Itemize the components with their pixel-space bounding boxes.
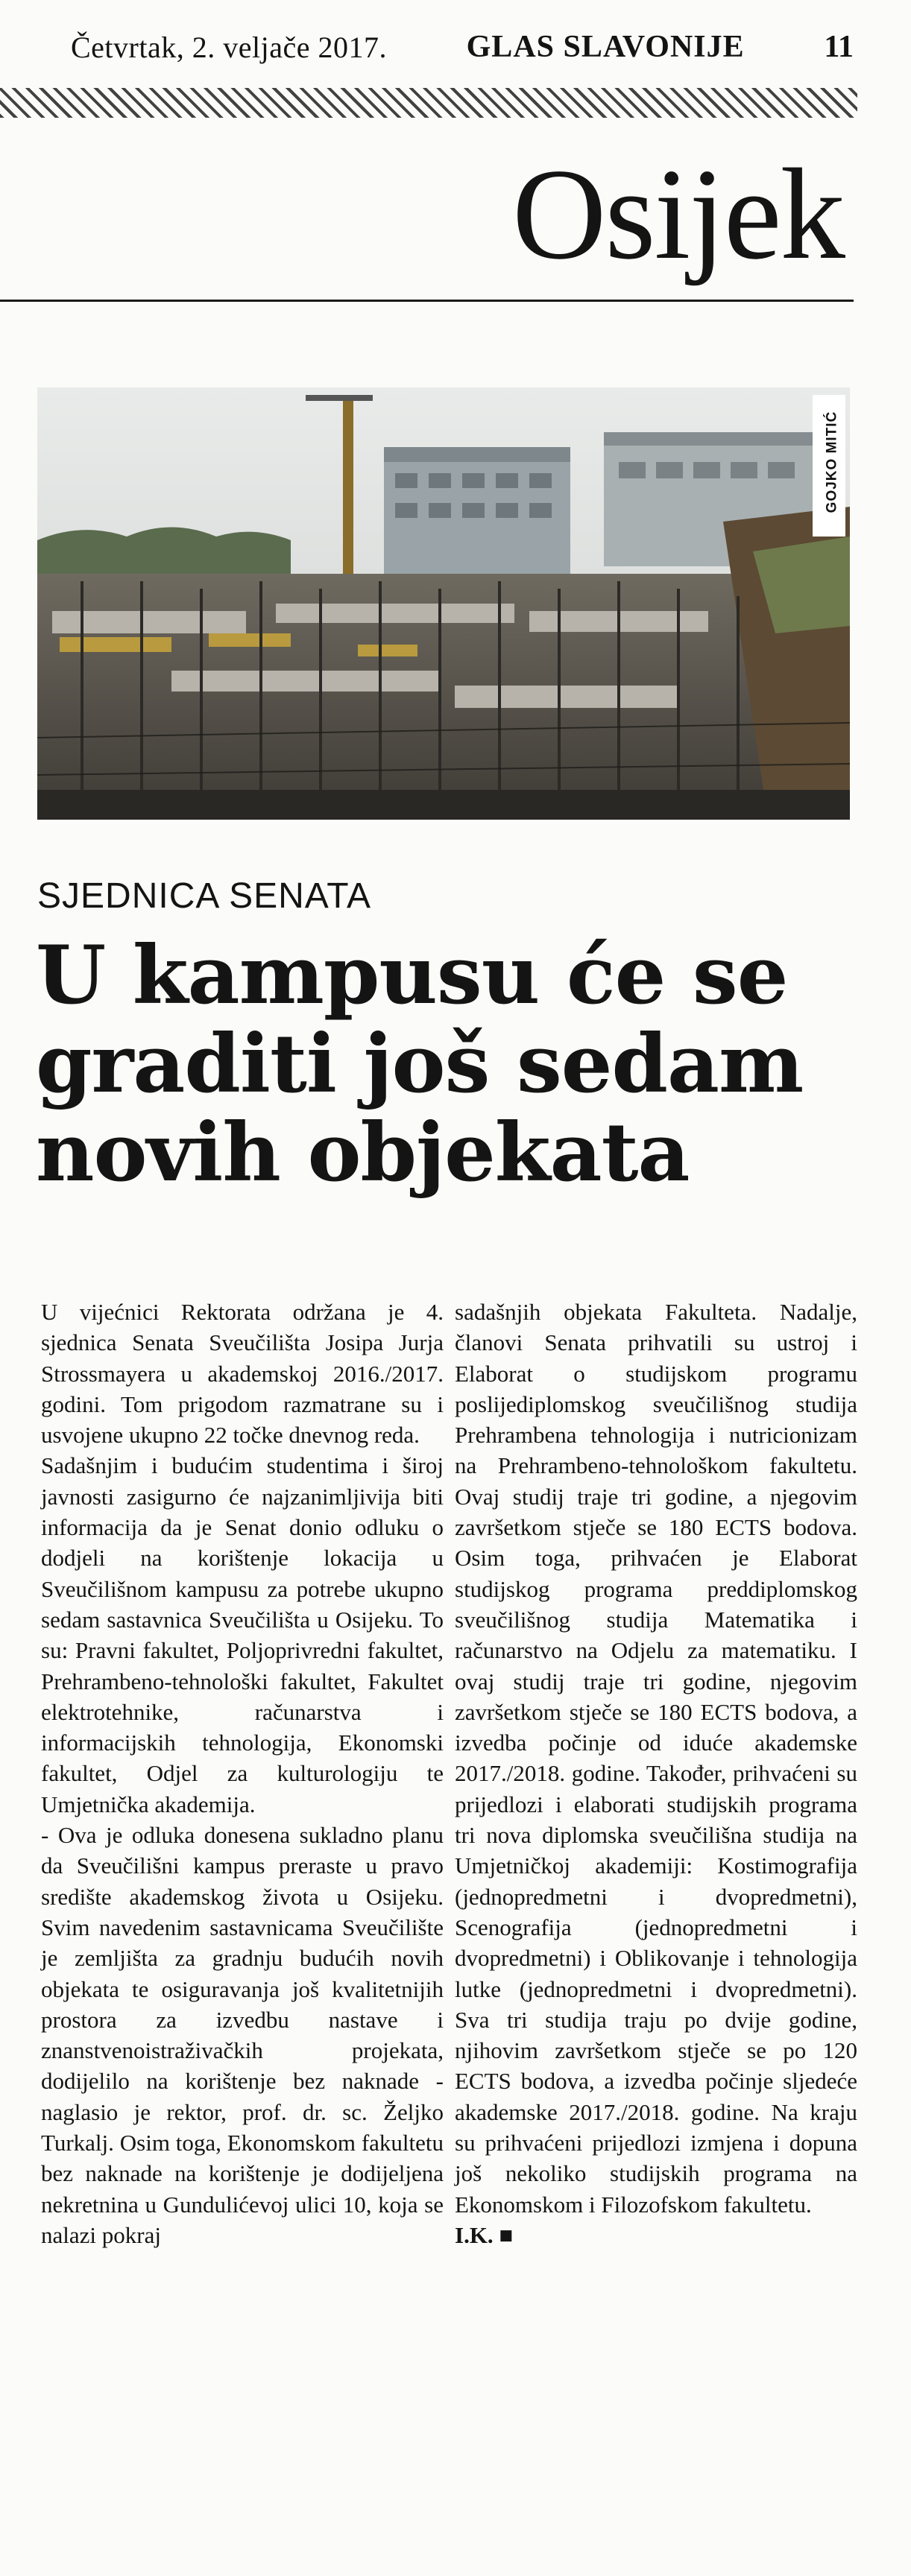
page-number: 11 [824, 30, 854, 64]
article-kicker: SJEDNICA SENATA [37, 876, 371, 916]
section-divider [0, 300, 854, 302]
article-column-right [455, 1297, 857, 2250]
article-column-left [41, 1297, 444, 2250]
article-paragraph: - Ova je odluka donesena sukladno planu da Sveučilišni kampus preraste u pravo središte akademskog života u Osijeku. Svim navedenim sastavnicama Sveučilište je zemljišta za gradnju budućih novih objekata te osiguravanja još kvalitetnijih prostora za izvedbu nastave i znanstvenoistraživačkih projekata, dodijelilo na korištenje bez naknade - naglasio je rektor, prof. dr. sc. Željko Turkalj. Osim toga, Ekonomskom fakultetu bez naknade na korištenje je dodijeljena nekretnina u Gundulićevoj ulici 10, koja se nalazi pokraj [41, 1822, 444, 2248]
photo-credit: GOJKO MITIĆ [824, 411, 839, 513]
section-title: Osijek [512, 142, 844, 286]
article-headline: U kampusu će se graditi još sedam novih objekata [36, 928, 804, 1200]
issue-date: Četvrtak, 2. veljače 2017. [71, 30, 387, 64]
author-signature: I.K. ■ [455, 2221, 514, 2248]
article-paragraph: U vijećnici Rektorata održana je 4. sjednica Senata Sveučilišta Josipa Jurja Strossmayera u akademskoj 2016./2017. godini. Tom prigodom razmatrane su i usvojene ukupno 22 točke dnevnog reda. [41, 1299, 444, 1449]
header-hatch-band [0, 88, 857, 118]
construction-site-photo [37, 387, 850, 820]
article-paragraph: Sadašnjim i budućim studentima i široj javnosti zasigurno će najzanimljivija biti informacija da je Senat donio odluku o dodjeli na korištenje lokacija u Sveučilišnom kampusu za potrebe ukupno sedam sastavnica Sveučilišta u Osijeku. To su: Pravni fakultet, Poljoprivredni fakultet, Prehrambeno-tehnološki fakultet, Fakultet elektrotehnike, računarstva i informacijskih tehnologija, Ekonomski fakultet, Odjel za kulturologiju te Umjetnička akademija. [41, 1452, 444, 1817]
page-header [71, 21, 854, 73]
article-paragraph: sadašnjih objekata Fakulteta. Nadalje, članovi Senata prihvatili su ustroj i Elaborat o studijskom programu poslijediplomskog sveučilišnog studija Prehrambena tehnologija i nutricionizam na Prehrambeno-tehnološkom fakultetu. Ovaj studij traje tri godine, a njegovim završetkom stječe se 180 ECTS bodova. Osim toga, prihvaćen je Elaborat studijskog programa preddiplomskog sveučilišnog studija Matematika i računarstvo na Odjelu za matematiku. I ovaj studij traje tri godine, njegovim završetkom stječe se 180 ECTS bodova, a izvedba počinje od iduće akademske 2017./2018. godine. Također, prihvaćeni su prijedlozi i elaborati studijskih programa tri nova diplomska sveučilišna studija na Umjetničkoj akademiji: Kostimografija (jednopredmetni i dvopredmetni), Scenografija (jednopredmetni i dvopredmetni) i Oblikovanje i tehnologija lutke (jednopredmetni i dvopredmetni). Sva tri studija traju po dvije godine, njihovim završetkom stječe se po 120 ECTS bodova, a izvedba počinje sljedeće akademske 2017./2018. godine. Na kraju su prihvaćeni prijedlozi izmjena i dopuna još nekoliko studijskih programa na Ekonomskom i Filozofskom fakultetu. [455, 1299, 857, 2218]
newspaper-name: GLAS SLAVONIJE [466, 30, 745, 64]
